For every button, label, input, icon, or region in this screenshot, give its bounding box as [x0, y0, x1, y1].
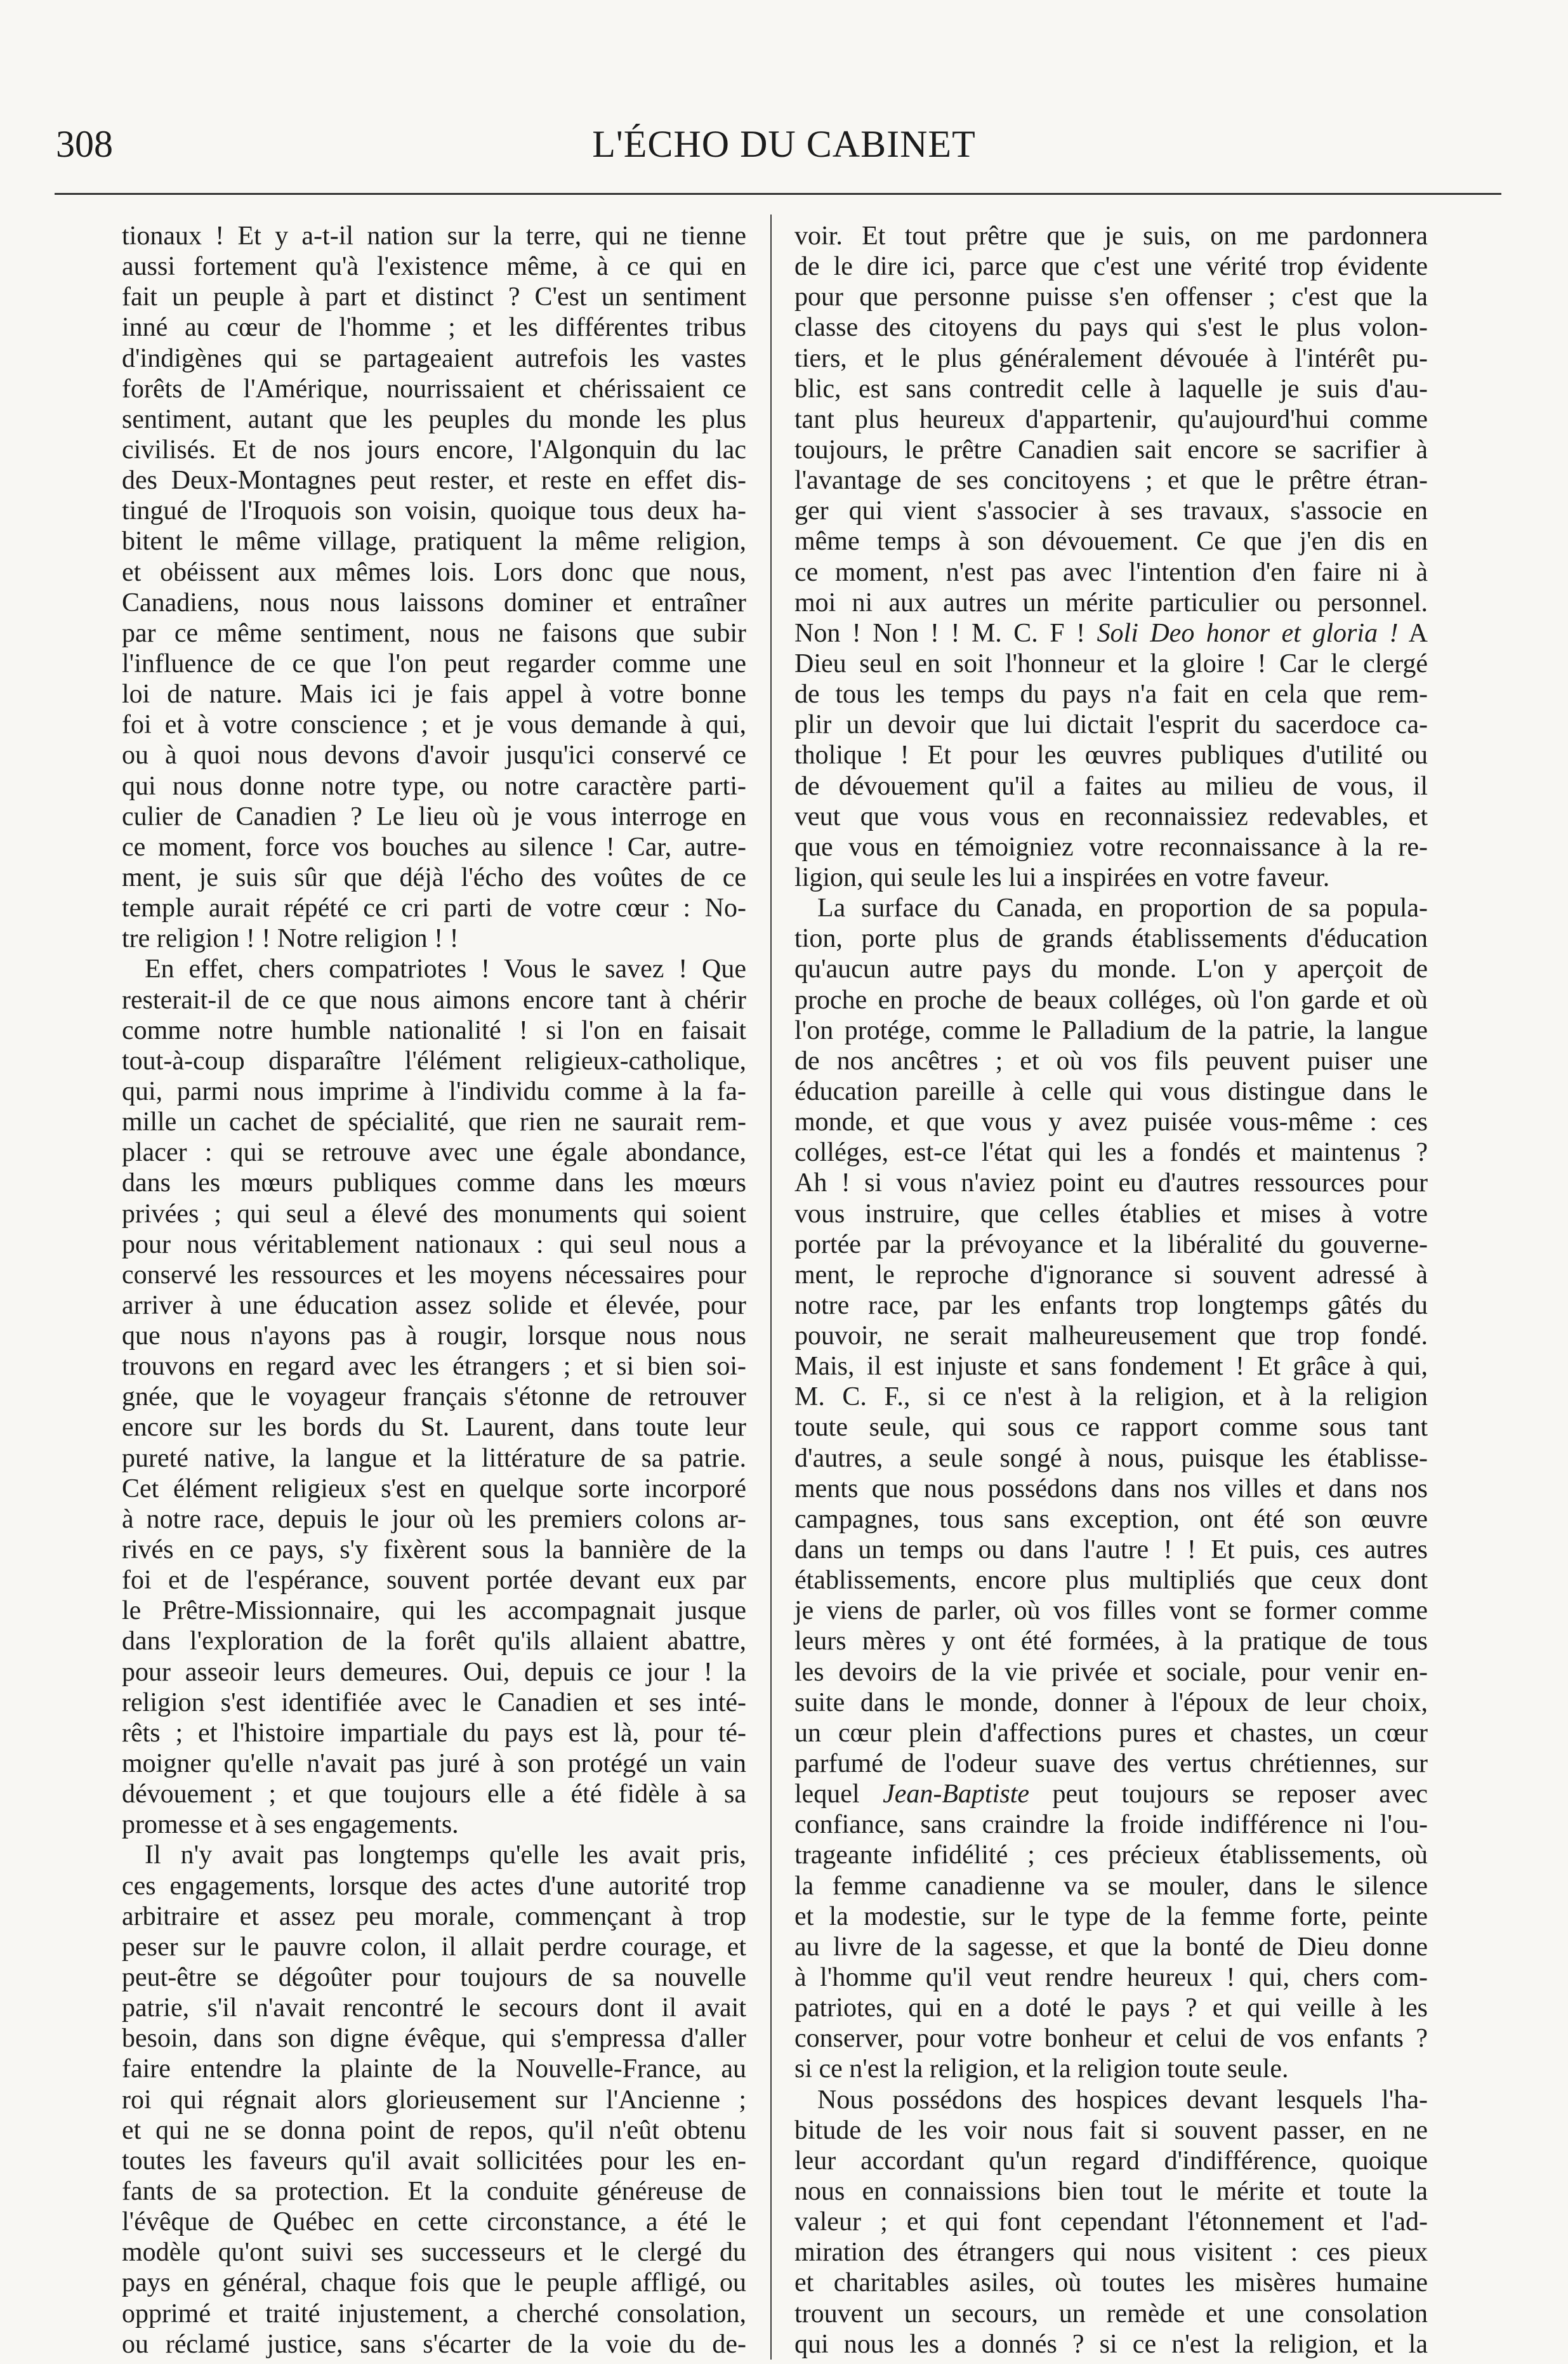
- left-column-line: moigner qu'elle n'avait pas juré à son protégé un vain: [122, 1749, 746, 1779]
- right-column: [794, 221, 1428, 2360]
- left-column-line: arriver à une éducation assez solide et élevée, pour: [122, 1290, 746, 1320]
- left-column-line: dans l'exploration de la forêt qu'ils allaient abattre,: [122, 1627, 746, 1656]
- left-column-line: inné au cœur de l'homme ; et les différentes tribus: [122, 313, 746, 343]
- right-column-line: tion, porte plus de grands établissements d'éducation: [794, 924, 1428, 954]
- header-rule: [55, 193, 1501, 195]
- right-column-line: que vous en témoigniez votre reconnaissance à la re-: [794, 832, 1428, 862]
- left-column-line: En effet, chers compatriotes ! Vous le savez ! Que: [145, 954, 746, 984]
- left-column-line: d'indigènes qui se partageaient autrefois les vastes: [122, 343, 746, 373]
- right-column-line: notre race, par les enfants trop longtemps gâtés du: [794, 1290, 1428, 1320]
- left-column-line: peser sur le pauvre colon, il allait perdre courage, et: [122, 1932, 746, 1962]
- right-column-line: à l'homme qu'il veut rendre heureux ! qui, chers com-: [794, 1963, 1428, 1993]
- right-column-line: pouvoir, ne serait malheureusement que trop fondé.: [794, 1321, 1428, 1351]
- right-column-line: de dévouement qu'il a faites au milieu de vous, il: [794, 771, 1428, 801]
- left-column-line: pureté native, la langue et la littérature de sa patrie.: [122, 1443, 746, 1473]
- right-column-line: qui nous les a donnés ? si ce n'est la religion, et la: [794, 2329, 1428, 2359]
- right-column-line: [794, 618, 1428, 649]
- left-column-line: pour nous véritablement nationaux : qui seul nous a: [122, 1229, 746, 1259]
- left-column-line: tionaux ! Et y a-t-il nation sur la terre, qui ne tienne: [122, 221, 746, 251]
- right-column-line: monde, et que vous y avez puisée vous-même : ces: [794, 1107, 1428, 1137]
- right-column-line: suite dans le monde, donner à l'époux de leur choix,: [794, 1687, 1428, 1717]
- left-column-line: fants de sa protection. Et la conduite généreuse de: [122, 2177, 746, 2206]
- right-column-line: ce moment, n'est pas avec l'intention d'en faire ni à: [794, 557, 1428, 587]
- right-column-line: l'on protége, comme le Palladium de la patrie, la langue: [794, 1015, 1428, 1045]
- right-column-line: Mais, il est injuste et sans fondement ! Et grâce à qui,: [794, 1352, 1428, 1382]
- left-column-line: pays en général, chaque fois que le peuple affligé, ou: [122, 2268, 746, 2298]
- left-column-line: l'évêque de Québec en cette circonstance, a été le: [122, 2207, 746, 2237]
- left-column-line: l'influence de ce que l'on peut regarder comme une: [122, 649, 746, 678]
- left-column-line: ces engagements, lorsque des actes d'une autorité trop: [122, 1871, 746, 1901]
- left-column-line: conservé les ressources et les moyens nécessaires pour: [122, 1260, 746, 1290]
- right-column-line: trageante infidélité ; ces précieux établissements, où: [794, 1840, 1428, 1870]
- right-column-line: dans un temps ou dans l'autre ! ! Et puis, ces autres: [794, 1535, 1428, 1565]
- left-column-line: tre religion ! ! Notre religion ! !: [122, 924, 459, 954]
- right-column-line: Nous possédons des hospices devant lesquels l'ha-: [817, 2085, 1428, 2115]
- right-column-line: trouvent un secours, un remède et une consolation: [794, 2299, 1428, 2328]
- left-column-line: opprimé et traité injustement, a cherché consolation,: [122, 2299, 746, 2328]
- right-column-line: vous instruire, que celles établies et mises à votre: [794, 1199, 1428, 1229]
- right-column-line: colléges, est-ce l'état qui les a fondés et maintenus ?: [794, 1138, 1428, 1168]
- column-divider: [770, 215, 772, 2360]
- left-column-line: culier de Canadien ? Le lieu où je vous interroge en: [122, 802, 746, 831]
- right-column-line: patriotes, qui en a doté le pays ? et qui veille à les: [794, 1993, 1428, 2023]
- right-column-line: valeur ; et qui font cependant l'étonnement et l'ad-: [794, 2207, 1428, 2237]
- left-column-line: gnée, que le voyageur français s'étonne de retrouver: [122, 1382, 746, 1412]
- left-column-line: civilisés. Et de nos jours encore, l'Algonquin du lac: [122, 435, 746, 465]
- left-column-line: forêts de l'Amérique, nourrissaient et chérissaient ce: [122, 374, 746, 404]
- line-text: Non ! Non ! ! M. C. F !: [794, 618, 1097, 648]
- right-column-line: portée par la prévoyance et la libéralité du gouverne-: [794, 1229, 1428, 1259]
- right-column-line: [794, 1779, 1428, 1809]
- left-column-line: rêts ; et l'histoire impartiale du pays est là, pour té-: [122, 1718, 746, 1748]
- left-column-line: fait un peuple à part et distinct ? C'est un sentiment: [122, 282, 746, 312]
- right-column-line: la femme canadienne va se mouler, dans le silence: [794, 1871, 1428, 1901]
- right-column-line: d'autres, a seule songé à nous, puisque les établisse-: [794, 1443, 1428, 1473]
- line-text: A: [1398, 618, 1428, 648]
- right-column-line: l'avantage de ses concitoyens ; et que le prêtre étran-: [794, 466, 1428, 496]
- left-column-line: peut-être se dégoûter pour toujours de sa nouvelle: [122, 1963, 746, 1993]
- right-column-line: toujours, le prêtre Canadien sait encore se sacrifier à: [794, 435, 1428, 465]
- left-column-line: Il n'y avait pas longtemps qu'elle les avait pris,: [145, 1840, 746, 1870]
- left-column-line: ou à quoi nous devons d'avoir jusqu'ici conservé ce: [122, 741, 746, 770]
- right-column-line: ger qui vient s'associer à ses travaux, s'associe en: [794, 496, 1428, 526]
- right-column-line: éducation pareille à celle qui vous distingue dans le: [794, 1076, 1428, 1106]
- right-column-line: confiance, sans craindre la froide indifférence ni l'ou-: [794, 1810, 1428, 1840]
- left-column-line: roi qui régnait alors glorieusement sur l'Ancienne ;: [122, 2085, 746, 2115]
- right-column-line: qu'aucun autre pays du monde. L'on y aperçoit de: [794, 954, 1428, 984]
- right-column-line: tiers, et le plus généralement dévouée à l'intérêt pu-: [794, 343, 1428, 373]
- right-column-line: de tous les temps du pays n'a fait en cela que rem-: [794, 680, 1428, 710]
- left-column-line: Cet élément religieux s'est en quelque sorte incorporé: [122, 1474, 746, 1503]
- left-column-line: ment, je suis sûr que déjà l'écho des voûtes de ce: [122, 862, 746, 892]
- left-column-line: tingué de l'Iroquois son voisin, quoique tous deux ha-: [122, 496, 746, 526]
- left-column-line: rivés en ce pays, s'y fixèrent sous la bannière de la: [122, 1535, 746, 1565]
- right-column-line: voir. Et tout prêtre que je suis, on me pardonnera: [794, 221, 1428, 251]
- right-column-line: bitude de les voir nous fait si souvent passer, en ne: [794, 2115, 1428, 2145]
- left-column-line: modèle qu'ont suivi ses successeurs et le clergé du: [122, 2238, 746, 2268]
- left-column-line: le Prêtre-Missionnaire, qui les accompagnait jusque: [122, 1596, 746, 1626]
- left-column-line: ce moment, force vos bouches au silence ! Car, autre-: [122, 832, 746, 862]
- left-column-line: ou réclamé justice, sans s'écarter de la voie du de-: [122, 2329, 746, 2359]
- left-column-line: et qui ne se donna point de repos, qu'il n'eût obtenu: [122, 2115, 746, 2145]
- left-column-line: qui, parmi nous imprime à l'individu comme à la fa-: [122, 1076, 746, 1106]
- right-column-line: même temps à son dévouement. Ce que j'en dis en: [794, 527, 1428, 557]
- left-column-line: des Deux-Montagnes peut rester, et reste en effet dis-: [122, 466, 746, 496]
- left-column-line: tout-à-coup disparaître l'élément religieux-catholique,: [122, 1046, 746, 1076]
- right-column-line: au livre de la sagesse, et que la bonté de Dieu donne: [794, 1932, 1428, 1962]
- right-column-line: leurs mères y ont été formées, à la pratique de tous: [794, 1627, 1428, 1656]
- left-column-line: comme notre humble nationalité ! si l'on en faisait: [122, 1015, 746, 1045]
- left-column-line: dévouement ; et que toujours elle a été fidèle à sa: [122, 1780, 746, 1809]
- right-column-line: M. C. F., si ce n'est à la religion, et à la religion: [794, 1382, 1428, 1412]
- right-column-line: leur accordant qu'un regard d'indifférence, quoique: [794, 2146, 1428, 2176]
- left-column-line: placer : qui se retrouve avec une égale abondance,: [122, 1138, 746, 1168]
- right-column-line: pour que personne puisse s'en offenser ; c'est que la: [794, 282, 1428, 312]
- left-column-line: par ce même sentiment, nous ne faisons que subir: [122, 618, 746, 648]
- left-column-line: toutes les faveurs qu'il avait sollicitées pour les en-: [122, 2146, 746, 2176]
- proper-name: Jean-Baptiste: [883, 1780, 1030, 1809]
- right-column-line: les devoirs de la vie privée et sociale, pour venir en-: [794, 1657, 1428, 1687]
- right-column-line: de le dire ici, parce que c'est une vérité trop évidente: [794, 252, 1428, 282]
- left-column-line: temple aurait répété ce cri parti de votre cœur : No-: [122, 894, 746, 923]
- left-column-line: religion s'est identifiée avec le Canadien et ses inté-: [122, 1687, 746, 1717]
- left-column-line: promesse et à ses engagements.: [122, 1810, 459, 1840]
- left-column-line: qui nous donne notre type, ou notre caractère parti-: [122, 771, 746, 801]
- left-column-line: foi et à votre conscience ; et je vous demande à qui,: [122, 710, 746, 740]
- left-column-line: aussi fortement qu'à l'existence même, à ce qui en: [122, 252, 746, 282]
- right-column-line: moi ni aux autres un mérite particulier ou personnel.: [794, 588, 1428, 617]
- left-column-line: faire entendre la plainte de la Nouvelle-France, au: [122, 2054, 746, 2084]
- left-column-line: besoin, dans son digne évêque, qui s'empressa d'aller: [122, 2024, 746, 2054]
- right-column-line: de nos ancêtres ; et où vos fils peuvent puiser une: [794, 1046, 1428, 1076]
- left-column-line: arbitraire et assez peu morale, commençant à trop: [122, 1901, 746, 1931]
- left-column-line: à notre race, depuis le jour où les premiers colons ar-: [122, 1504, 746, 1534]
- right-column-line: ment, le reproche d'ignorance si souvent adressé à: [794, 1260, 1428, 1290]
- left-column-line: patrie, s'il n'avait rencontré le secours dont il avait: [122, 1993, 746, 2023]
- left-column-line: Canadiens, nous nous laissons dominer et entraîner: [122, 588, 746, 617]
- right-column-line: je viens de parler, où vos filles vont se former comme: [794, 1596, 1428, 1626]
- right-column-line: campagnes, tous sans exception, ont été son œuvre: [794, 1504, 1428, 1534]
- right-column-line: blic, est sans contredit celle à laquelle je suis d'au-: [794, 374, 1428, 404]
- left-column-line: encore sur les bords du St. Laurent, dans toute leur: [122, 1413, 746, 1443]
- right-column-line: conserver, pour votre bonheur et celui de vos enfants ?: [794, 2024, 1428, 2054]
- running-title: L'ÉCHO DU CABINET: [592, 123, 976, 165]
- right-column-line: La surface du Canada, en proportion de sa popula-: [817, 894, 1428, 923]
- left-column-line: loi de nature. Mais ici je fais appel à votre bonne: [122, 680, 746, 710]
- right-column-line: Dieu seul en soit l'honneur et la gloire ! Car le clergé: [794, 649, 1428, 678]
- latin-quote: Soli Deo honor et gloria !: [1097, 618, 1399, 648]
- left-column-line: pour asseoir leurs demeures. Oui, depuis ce jour ! la: [122, 1657, 746, 1687]
- right-column-line: et charitables asiles, où toutes les misères humaine: [794, 2268, 1428, 2298]
- left-column-line: et obéissent aux mêmes lois. Lors donc que nous,: [122, 557, 746, 587]
- right-column-line: tholique ! Et pour les œuvres publiques d'utilité ou: [794, 741, 1428, 770]
- left-column-line: dans les mœurs publiques comme dans les mœurs: [122, 1168, 746, 1198]
- left-column: [122, 221, 746, 2360]
- right-column-line: toute seule, qui sous ce rapport comme sous tant: [794, 1413, 1428, 1443]
- left-column-line: foi et de l'espérance, souvent portée devant eux par: [122, 1566, 746, 1595]
- left-column-line: sentiment, autant que les peuples du monde les plus: [122, 404, 746, 434]
- right-column-line: plir un devoir que lui dictait l'esprit du sacerdoce ca-: [794, 710, 1428, 740]
- left-column-line: resterait-il de ce que nous aimons encore tant à chérir: [122, 985, 746, 1015]
- right-column-line: ments que nous possédons dans nos villes et dans nos: [794, 1474, 1428, 1503]
- page-number: 308: [56, 123, 113, 165]
- left-column-line: bitent le même village, pratiquent la même religion,: [122, 527, 746, 557]
- left-column-line: privées ; qui seul a élevé des monuments qui soient: [122, 1199, 746, 1229]
- left-column-line: mille un cachet de spécialité, que rien ne saurait rem-: [122, 1107, 746, 1137]
- right-column-line: proche en proche de beaux colléges, où l'on garde et où: [794, 985, 1428, 1015]
- right-column-line: nous en connaissions bien tout le mérite et toute la: [794, 2177, 1428, 2206]
- left-column-line: trouvons en regard avec les étrangers ; et si bien soi-: [122, 1352, 746, 1382]
- right-column-line: veut que vous vous en reconnaissiez redevables, et: [794, 802, 1428, 831]
- right-column-line: miration des étrangers qui nous visitent : ces pieux: [794, 2238, 1428, 2268]
- right-column-line: ligion, qui seule les lui a inspirées en votre faveur.: [794, 862, 1330, 892]
- right-column-line: un cœur plein d'affections pures et chastes, un cœur: [794, 1718, 1428, 1748]
- right-column-line: parfumé de l'odeur suave des vertus chrétiennes, sur: [794, 1749, 1428, 1779]
- right-column-line: si ce n'est la religion, et la religion toute seule.: [794, 2054, 1289, 2084]
- right-column-line: Ah ! si vous n'aviez point eu d'autres ressources pour: [794, 1168, 1428, 1198]
- right-column-line: tant plus heureux d'appartenir, qu'aujourd'hui comme: [794, 404, 1428, 434]
- right-column-line: et la modestie, sur le type de la femme forte, peinte: [794, 1901, 1428, 1931]
- right-column-line: classe des citoyens du pays qui s'est le plus volon-: [794, 313, 1428, 343]
- line-text: peut toujours se reposer avec: [1029, 1780, 1428, 1809]
- right-column-line: établissements, encore plus multipliés que ceux dont: [794, 1566, 1428, 1595]
- left-column-line: que nous n'ayons pas à rougir, lorsque nous nous: [122, 1321, 746, 1351]
- line-text: lequel: [794, 1780, 883, 1809]
